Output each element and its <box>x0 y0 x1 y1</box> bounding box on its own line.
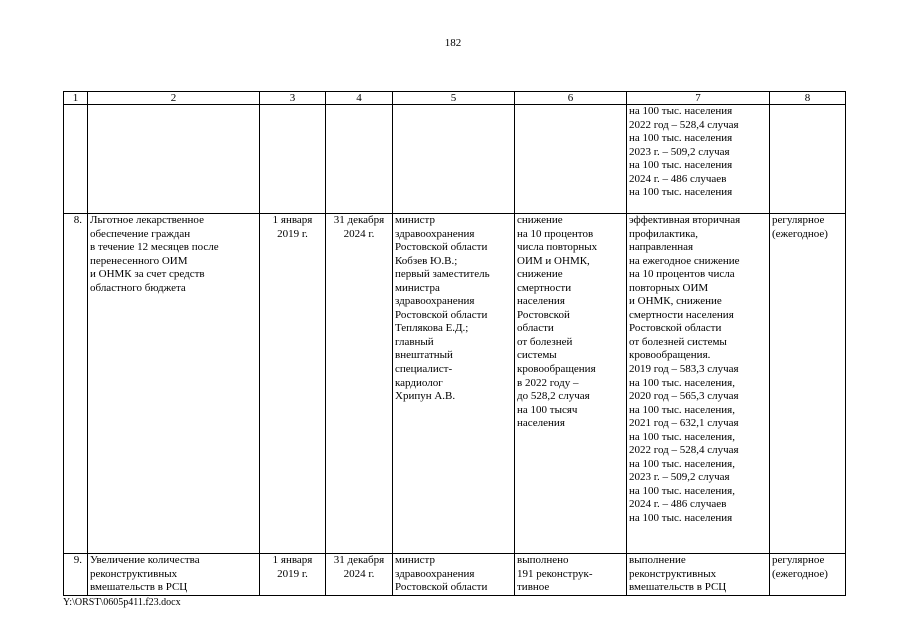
cell-text-line: выполнение <box>629 554 686 566</box>
cell-text-line: ОИМ и ОНМК, <box>517 254 590 267</box>
cell-text-line: направленная <box>629 241 694 254</box>
indicators-cell <box>627 554 770 596</box>
cell-text-line: на 100 тысяч <box>517 403 578 416</box>
column-number-header: 3 <box>260 92 326 105</box>
cell-text-line: на 100 тыс. населения, <box>629 403 735 416</box>
table-cell <box>260 105 326 214</box>
cell-text-line: специалист- <box>395 363 453 376</box>
cell-text-line: населения <box>517 295 565 308</box>
cell-text-line: 2022 год – 528,4 случая <box>629 444 739 457</box>
expected-result-cell <box>515 554 627 596</box>
cell-text-line: смертности <box>517 281 572 294</box>
cell-text-line: кровообращения. <box>629 349 711 362</box>
cell-text-line: 2021 год – 632,1 случая <box>629 417 739 430</box>
measure-name-cell <box>88 554 260 596</box>
expected-result-cell <box>515 214 627 554</box>
cell-text-line: 31 декабря <box>333 554 385 566</box>
cell-text-line: реконструктивных <box>90 567 178 580</box>
table-cell <box>326 105 393 214</box>
cell-text-line: от болезней системы <box>629 335 727 348</box>
cell-text-line: регулярное <box>772 554 825 566</box>
cell-text-line: перенесенного ОИМ <box>90 254 188 267</box>
cell-text-line: вмешательств в РСЦ <box>90 581 188 594</box>
cell-text-line: Ростовской области <box>395 308 488 321</box>
cell-text-line: главный <box>395 335 434 348</box>
cell-text-line: смертности населения <box>629 308 734 321</box>
cell-text-line: областного бюджета <box>90 281 186 294</box>
measures-table <box>63 91 846 596</box>
cell-text-line: 1 января <box>272 554 313 566</box>
cell-text-line: 2019 год – 583,3 случая <box>629 363 739 376</box>
column-number-header: 4 <box>326 92 393 105</box>
indicators-cell <box>627 105 770 214</box>
cell-text-line: кровообращения <box>517 363 596 376</box>
cell-text-line: 2020 год – 565,3 случая <box>629 390 739 403</box>
cell-text-line: снижение <box>517 214 563 226</box>
cell-text-line: кардиолог <box>395 376 443 389</box>
table-cell <box>88 105 260 214</box>
cell-text-line: 191 реконструк- <box>517 567 593 580</box>
cell-text-line: на 10 процентов <box>517 227 594 240</box>
cell-text-line: выполнено <box>517 554 569 566</box>
cell-text-line: 2022 год – 528,4 случая <box>629 118 739 131</box>
cell-text-line: на 100 тыс. населения <box>629 105 733 117</box>
cell-text-line: Льготное лекарственное <box>90 214 204 226</box>
cell-text-line: Ростовской <box>517 308 570 321</box>
cell-text-line: населения <box>517 417 565 430</box>
column-numbers-row <box>64 92 846 105</box>
column-number-header: 7 <box>627 92 770 105</box>
column-number-header: 1 <box>64 92 88 105</box>
periodicity-cell <box>770 554 846 596</box>
cell-text-line: области <box>517 322 554 335</box>
cell-text-line: в течение 12 месяцев после <box>90 241 219 254</box>
cell-text-line: Увеличение количества <box>90 554 200 566</box>
responsible-cell <box>393 554 515 596</box>
cell-text-line: (ежегодное) <box>772 567 828 580</box>
cell-text-line: на 100 тыс. населения <box>629 132 733 145</box>
column-number-header: 5 <box>393 92 515 105</box>
page-number: 182 <box>444 37 462 49</box>
cell-text-line: Ростовской области <box>395 581 488 594</box>
column-number-header: 8 <box>770 92 846 105</box>
cell-text-line: повторных ОИМ <box>629 281 709 294</box>
cell-text-line: (ежегодное) <box>772 227 828 240</box>
column-number-header: 6 <box>515 92 627 105</box>
cell-text-line: 2024 г. <box>343 227 375 240</box>
responsible-cell <box>393 214 515 554</box>
end-date-cell <box>326 554 393 596</box>
cell-text-line: до 528,2 случая <box>517 390 590 403</box>
cell-text-line: 2024 г. – 486 случаев <box>629 498 727 511</box>
cell-text-line: 2024 г. – 486 случаев <box>629 172 727 185</box>
cell-text-line: на ежегодное снижение <box>629 254 740 267</box>
column-number-header: 2 <box>88 92 260 105</box>
cell-text-line: 2019 г. <box>277 227 308 240</box>
cell-text-line: здравоохранения <box>395 567 475 580</box>
cell-text-line: министр <box>395 554 435 566</box>
cell-text-line: на 10 процентов числа <box>629 268 735 281</box>
cell-text-line: на 100 тыс. населения, <box>629 484 735 497</box>
cell-text-line: вмешательств в РСЦ <box>629 581 727 594</box>
cell-text-line: от болезней <box>517 335 573 348</box>
table-row <box>64 554 846 596</box>
cell-text-line: на 100 тыс. населения, <box>629 430 735 443</box>
cell-text-line: на 100 тыс. населения <box>629 159 733 172</box>
cell-text-line: и ОНМК, снижение <box>629 295 722 308</box>
cell-text-line: Хрипун А.В. <box>395 390 456 403</box>
table-cell <box>515 105 627 214</box>
cell-text-line: в 2022 году – <box>517 376 579 389</box>
row-number: 8. <box>64 214 88 554</box>
cell-text-line: 2019 г. <box>277 567 308 580</box>
cell-text-line: регулярное <box>772 214 825 226</box>
cell-text-line: здравоохранения <box>395 295 475 308</box>
cell-text-line: профилактика, <box>629 227 698 240</box>
cell-text-line: и ОНМК за счет средств <box>90 268 205 281</box>
row-number: 9. <box>64 554 88 596</box>
cell-text-line: 2024 г. <box>343 567 375 580</box>
table-cell <box>64 105 88 214</box>
start-date-cell <box>260 554 326 596</box>
cell-text-line: на 100 тыс. населения, <box>629 376 735 389</box>
cell-text-line: Ростовской области <box>395 241 488 254</box>
cell-text-line: 1 января <box>272 214 313 226</box>
indicators-cell <box>627 214 770 554</box>
measure-name-cell <box>88 214 260 554</box>
cell-text-line: 31 декабря <box>333 214 385 226</box>
cell-text-line: здравоохранения <box>395 227 475 240</box>
cell-text-line: реконструктивных <box>629 567 717 580</box>
periodicity-cell <box>770 214 846 554</box>
cell-text-line: 2023 г. – 509,2 случая <box>629 145 730 158</box>
cell-text-line: министра <box>395 281 440 294</box>
cell-text-line: на 100 тыс. населения <box>629 186 733 199</box>
table-cell <box>770 105 846 214</box>
cell-text-line: Ростовской области <box>629 322 722 335</box>
cell-text-line: министр <box>395 214 435 226</box>
start-date-cell <box>260 214 326 554</box>
cell-text-line: Кобзев Ю.В.; <box>395 254 458 267</box>
cell-text-line: на 100 тыс. населения, <box>629 457 735 470</box>
cell-text-line: внештатный <box>395 349 453 362</box>
continuation-row <box>64 105 846 214</box>
cell-text-line: снижение <box>517 268 563 281</box>
cell-text-line: обеспечение граждан <box>90 227 191 240</box>
cell-text-line: числа повторных <box>517 241 598 254</box>
end-date-cell <box>326 214 393 554</box>
cell-text-line: тивное <box>517 581 550 594</box>
table-row <box>64 214 846 554</box>
file-path-footer: Y:\ORST\0605p411.f23.docx <box>63 597 181 608</box>
cell-text-line: системы <box>517 349 557 362</box>
cell-text-line: эффективная вторичная <box>629 214 741 226</box>
cell-text-line: Теплякова Е.Д.; <box>395 322 469 335</box>
cell-text-line: 2023 г. – 509,2 случая <box>629 471 730 484</box>
cell-text-line: первый заместитель <box>395 268 490 281</box>
cell-text-line: на 100 тыс. населения <box>629 512 733 525</box>
table-cell <box>393 105 515 214</box>
